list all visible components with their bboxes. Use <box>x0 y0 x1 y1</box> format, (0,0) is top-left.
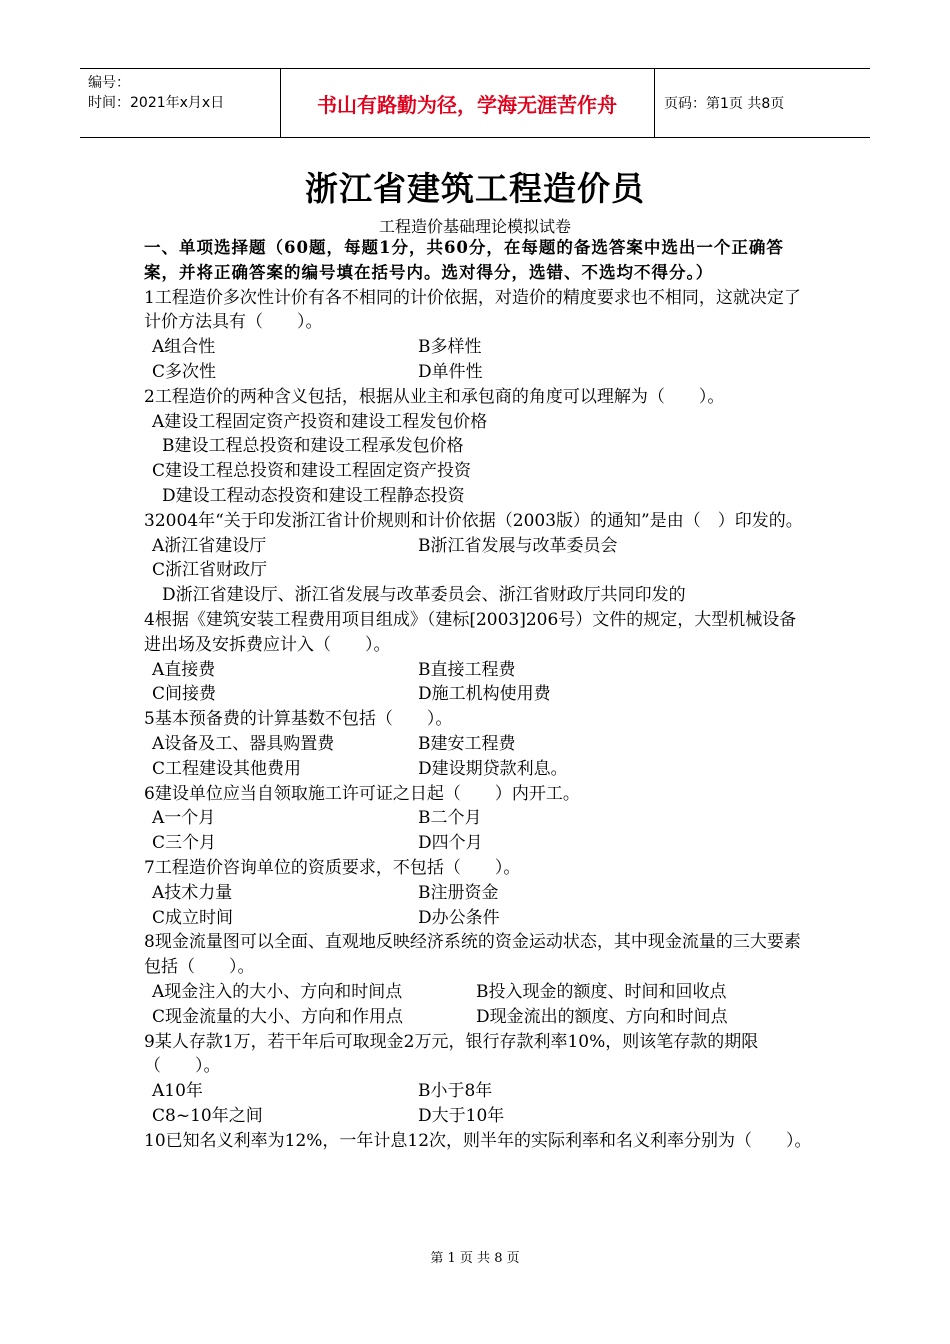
option-row <box>144 980 812 1005</box>
page-footer: 第 1 页 共 8 页 <box>430 1251 520 1266</box>
question-stem: 1工程造价多次性计价有各不相同的计价依据，对造价的精度要求也不相同，这就决定了计价方法具有（ ）。 <box>144 287 801 333</box>
option-row <box>144 1104 812 1129</box>
question-stem: 8现金流量图可以全面、直观地反映经济系统的资金运动状态，其中现金流量的三大要素包括（ ）。 <box>144 932 801 978</box>
time-label: 时间：2021年x月x日 <box>88 95 225 111</box>
option-d: D建设工程动态投资和建设工程静态投资 <box>162 485 465 506</box>
option-a: A现金注入的大小、方向和时间点 <box>152 981 403 1002</box>
option-d: D浙江省建设厅、浙江省发展与改革委员会、浙江省财政厅共同印发的 <box>162 585 686 606</box>
question-stem: 32004年“关于印发浙江省计价规则和计价依据（2003版）的通知”是由（ ）印发的。 <box>144 510 803 531</box>
question-stem: 7工程造价咨询单位的资质要求，不包括（ ）。 <box>144 857 521 878</box>
option-row <box>144 360 812 385</box>
option-row <box>144 534 812 559</box>
option-a: A一个月 <box>152 808 216 829</box>
option-b: B直接工程费 <box>418 659 516 680</box>
option-c: C三个月 <box>152 833 217 854</box>
header-meta <box>88 73 224 113</box>
option-c: C间接费 <box>152 684 217 705</box>
option-c: C成立时间 <box>152 907 234 928</box>
option-a: A浙江省建设厅 <box>152 535 267 556</box>
option-b: B小于8年 <box>418 1081 493 1102</box>
option-row <box>144 906 812 931</box>
question-stem: 5基本预备费的计算基数不包括（ ）。 <box>144 709 453 730</box>
header-page-info: 页码：第1页 共8页 <box>664 96 785 112</box>
exam-content <box>144 236 812 1153</box>
option-row <box>144 1005 812 1030</box>
header-motto: 书山有路勤为径，学海无涯苦作舟 <box>317 92 617 117</box>
page-header <box>80 68 870 138</box>
option-d: D现金流出的额度、方向和时间点 <box>476 1006 728 1027</box>
option-a: A组合性 <box>152 337 216 358</box>
option-a: A直接费 <box>152 659 216 680</box>
document-title: 浙江省建筑工程造价员 <box>305 169 645 208</box>
option-c: C建设工程总投资和建设工程固定资产投资 <box>152 461 472 482</box>
option-c: C工程建设其他费用 <box>152 758 302 779</box>
option-d: D单件性 <box>418 361 483 382</box>
option-row <box>144 806 812 831</box>
option-d: D施工机构使用费 <box>418 684 551 705</box>
option-row <box>144 881 812 906</box>
code-label: 编号： <box>88 75 130 91</box>
question-stem: 9某人存款1万，若干年后可取现金2万元，银行存款利率10%，则该笔存款的期限（ ）。 <box>144 1031 759 1077</box>
option-b: B注册资金 <box>418 882 499 903</box>
option-c: C现金流量的大小、方向和作用点 <box>152 1006 404 1027</box>
option-c: C浙江省财政厅 <box>152 560 268 581</box>
question-stem: 6建设单位应当自领取施工许可证之日起（ ）内开工。 <box>144 783 580 804</box>
option-row <box>144 335 812 360</box>
option-a: A10年 <box>152 1081 203 1102</box>
option-b: B投入现金的额度、时间和回收点 <box>476 981 727 1002</box>
option-row <box>144 732 812 757</box>
option-row <box>144 757 812 782</box>
header-divider <box>654 69 655 137</box>
option-row <box>144 1079 812 1104</box>
option-b: B二个月 <box>418 808 482 829</box>
section-heading: 一、单项选择题（60题，每题1分，共60分，在每题的备选答案中选出一个正确答案，并将正确答案的编号填在括号内。选对得分，选错、不选均不得分。） <box>144 238 784 282</box>
document-subtitle: 工程造价基础理论模拟试卷 <box>378 217 571 236</box>
option-row <box>144 658 812 683</box>
option-c: C多次性 <box>152 361 217 382</box>
option-b: B建安工程费 <box>418 733 516 754</box>
option-c: C8~10年之间 <box>152 1105 263 1126</box>
option-d: D办公条件 <box>418 907 500 928</box>
option-b: B多样性 <box>418 337 482 358</box>
option-d: D四个月 <box>418 833 483 854</box>
option-d: D建设期贷款利息。 <box>418 758 568 779</box>
option-a: A设备及工、器具购置费 <box>152 733 335 754</box>
option-row <box>144 682 812 707</box>
option-row <box>144 831 812 856</box>
option-a: A建设工程固定资产投资和建设工程发包价格 <box>152 411 488 432</box>
question-stem: 4根据《建筑安装工程费用项目组成》（建标[2003]206号）文件的规定，大型机械设备进出场及安拆费应计入（ ）。 <box>144 609 797 655</box>
question-stem: 2工程造价的两种含义包括，根据从业主和承包商的角度可以理解为（ ）。 <box>144 386 725 407</box>
option-b: B建设工程总投资和建设工程承发包价格 <box>162 436 464 457</box>
question-stem: 10已知名义利率为12%，一年计息12次，则半年的实际利率和名义利率分别为（ ）。 <box>144 1130 812 1151</box>
option-a: A技术力量 <box>152 882 233 903</box>
option-b: B浙江省发展与改革委员会 <box>418 535 618 556</box>
option-d: D大于10年 <box>418 1105 505 1126</box>
